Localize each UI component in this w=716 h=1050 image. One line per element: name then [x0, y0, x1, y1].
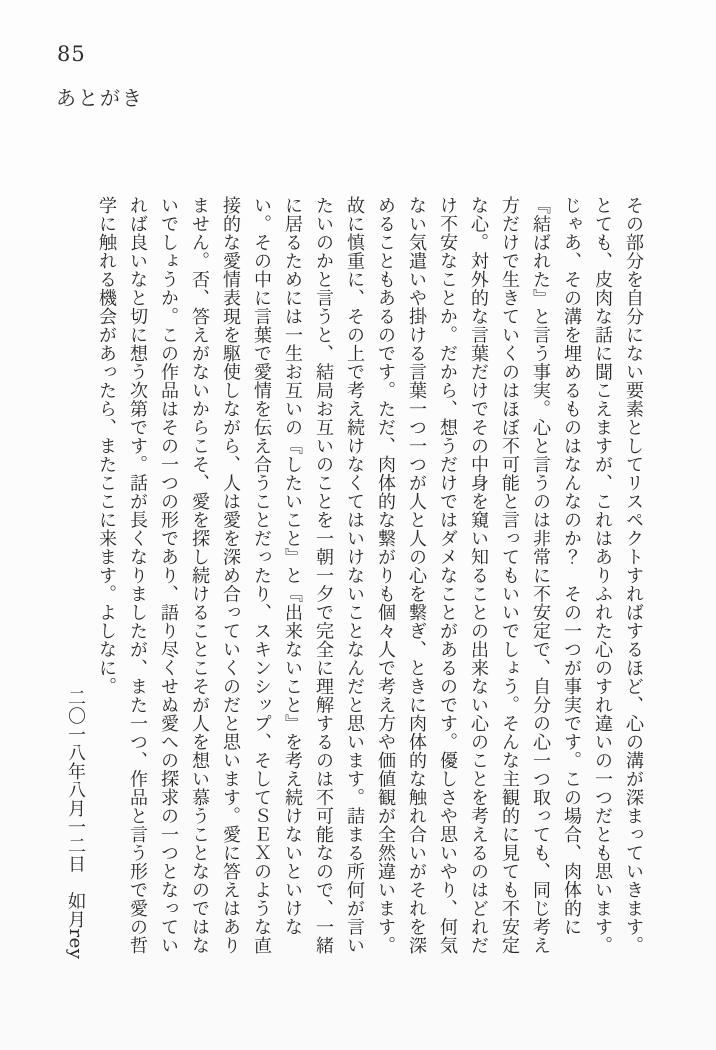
text-column: とても、皮肉な話に聞こえますが、これはありふれた心のすれ違いの一つだとも思います。 [592, 196, 613, 955]
text-column: い。その中に言葉で愛情を伝え合うことだったり、スキンシップ、そしてＳＥＸのような直 [251, 196, 272, 955]
text-column: け不安なことか。だから、想うだけではダメなことがあるのです。優しさや思いやり、何気 [437, 196, 458, 955]
page-number: 85 [57, 42, 86, 66]
afterword-heading: あとがき [56, 86, 144, 110]
text-column: れば良いなと切に想う次第です。話が長くなりましたが、また一つ、作品と言う形で愛の哲 [127, 196, 148, 955]
text-column: いでしょうか。この作品はその一つの形であり、語り尽くせぬ愛への探求の一つとなってい [158, 196, 179, 955]
text-column: 学に触れる機会があったら、またここに来ます。よしなに。 [96, 196, 117, 696]
afterword-text-block [50, 196, 642, 958]
text-column: 接的な愛情表現を駆使しながら、人は愛を深め合っていくのだと思います。愛に答えはあり [220, 196, 241, 955]
text-column: その部分を自分にない要素としてリスペクトすればするほど、心の溝が深まっていきます。 [623, 196, 644, 955]
text-column: たいのかと言うと、結局お互いのことを一朝一夕で完全に理解するのは不可能なので、一緒 [313, 196, 334, 955]
text-column: 『結ばれた』と言う事実。心と言うのは非常に不安定で、自分の心一つ取っても、同じ考え [530, 196, 551, 955]
signature-date-line: 二〇一八年八月一二日 如月rey [65, 688, 86, 960]
text-column: な心。対外的な言葉だけでその中身を窺い知ることの出来ない心のことを考えるのはどれだ [468, 196, 489, 955]
text-column: 方だけで生きていくのはほぼ不可能と言ってもいいでしょう。そんな主観的に見ても不安定 [499, 196, 520, 955]
text-column: 故に慎重に、その上で考え続けなくてはいけないことなんだと思います。詰まる所何が言い [344, 196, 365, 955]
text-column: めることもあるのです。ただ、肉体的な繋がりも個々人で考え方や価値観が全然違います。 [375, 196, 396, 955]
text-column: に居るためには一生お互いの『したいこと』と『出来ないこと』を考え続けないといけな [282, 196, 303, 936]
text-column: ない気遣いや掛ける言葉一つ一つが人と人の心を繋ぎ、ときに肉体的な触れ合いがそれを深 [406, 196, 427, 955]
text-column: じゃあ、その溝を埋めるものはなんなのか？ その一つが事実です。この場合、肉体的に [561, 196, 582, 936]
text-column: ません。否、答えがないからこそ、愛を探し続けることこそが人を想い慕うことなのではな [189, 196, 210, 955]
